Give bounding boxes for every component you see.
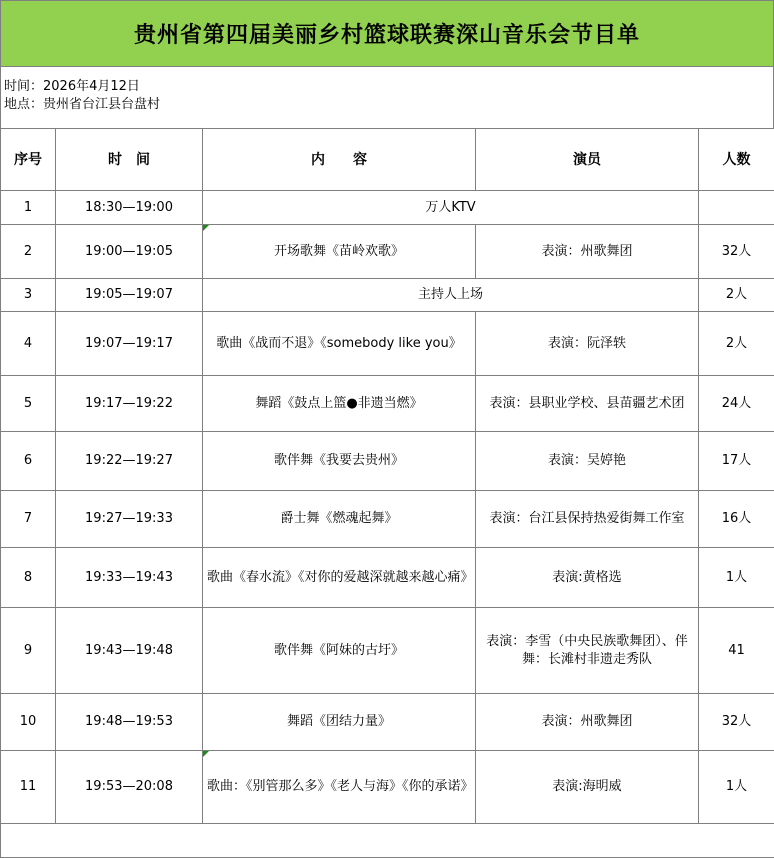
row-performer: 表演：台江县保持热爱街舞工作室 xyxy=(476,491,699,548)
table-row xyxy=(1,751,774,824)
row-content: 舞蹈《鼓点上篮●非遗当燃》 xyxy=(203,376,476,432)
empty-footer-row xyxy=(1,824,774,858)
row-performer: 表演:黄格选 xyxy=(476,548,699,608)
row-time: 19:48—19:53 xyxy=(56,694,203,751)
row-performer: 表演：州歌舞团 xyxy=(476,225,699,279)
table-header-row xyxy=(1,129,774,191)
header-index: 序号 xyxy=(1,129,56,191)
row-performer: 表演:海明威 xyxy=(476,751,699,824)
row-count: 24人 xyxy=(699,376,774,432)
row-count: 41 xyxy=(699,608,774,694)
cell-marker-icon xyxy=(203,751,209,757)
row-content: 歌曲：《别管那么多》《老人与海》《你的承诺》 xyxy=(203,751,476,824)
page-title: 贵州省第四届美丽乡村篮球联赛深山音乐会节目单 xyxy=(0,0,774,67)
row-content: 舞蹈《团结力量》 xyxy=(203,694,476,751)
row-count: 1人 xyxy=(699,548,774,608)
row-index: 11 xyxy=(1,751,56,824)
row-time: 19:07—19:17 xyxy=(56,312,203,376)
row-content: 万人KTV xyxy=(203,191,699,225)
row-count: 16人 xyxy=(699,491,774,548)
row-content: 爵士舞《燃魂起舞》 xyxy=(203,491,476,548)
row-content: 歌伴舞《阿妹的古圩》 xyxy=(203,608,476,694)
row-index: 6 xyxy=(1,432,56,491)
row-index: 8 xyxy=(1,548,56,608)
table-row xyxy=(1,491,774,548)
row-index: 10 xyxy=(1,694,56,751)
program-table xyxy=(0,128,774,858)
table-row xyxy=(1,376,774,432)
row-count: 17人 xyxy=(699,432,774,491)
row-content: 开场歌舞《苗岭欢歌》 xyxy=(203,225,476,279)
row-count: 2人 xyxy=(699,312,774,376)
row-index: 1 xyxy=(1,191,56,225)
table-row xyxy=(1,694,774,751)
table-row xyxy=(1,225,774,279)
row-time: 19:27—19:33 xyxy=(56,491,203,548)
row-count xyxy=(699,191,774,225)
empty-footer-cell xyxy=(1,824,774,858)
row-time: 19:53—20:08 xyxy=(56,751,203,824)
table-row xyxy=(1,279,774,312)
header-count: 人数 xyxy=(699,129,774,191)
table-row xyxy=(1,608,774,694)
header-performer: 演员 xyxy=(476,129,699,191)
table-row xyxy=(1,312,774,376)
event-place: 地点：贵州省台江县台盘村 xyxy=(4,96,773,114)
row-performer: 表演：李雪（中央民族歌舞团）、伴舞：长滩村非遗走秀队 xyxy=(476,608,699,694)
table-row xyxy=(1,548,774,608)
row-performer: 表演：州歌舞团 xyxy=(476,694,699,751)
row-index: 7 xyxy=(1,491,56,548)
row-performer: 表演：阮泽轶 xyxy=(476,312,699,376)
row-count: 32人 xyxy=(699,694,774,751)
row-index: 3 xyxy=(1,279,56,312)
row-performer: 表演：县职业学校、县苗疆艺术团 xyxy=(476,376,699,432)
row-time: 19:00—19:05 xyxy=(56,225,203,279)
header-content: 内 容 xyxy=(203,129,476,191)
row-content: 歌伴舞《我要去贵州》 xyxy=(203,432,476,491)
table-row xyxy=(1,191,774,225)
row-index: 5 xyxy=(1,376,56,432)
row-time: 19:05—19:07 xyxy=(56,279,203,312)
row-index: 2 xyxy=(1,225,56,279)
row-time: 19:43—19:48 xyxy=(56,608,203,694)
row-time: 19:33—19:43 xyxy=(56,548,203,608)
event-time: 时间：2026年4月12日 xyxy=(4,78,773,96)
row-content: 歌曲《春水流》《对你的爱越深就越来越心痛》 xyxy=(203,548,476,608)
row-index: 4 xyxy=(1,312,56,376)
event-meta xyxy=(0,67,774,128)
row-content: 歌曲《战而不退》《somebody like you》 xyxy=(203,312,476,376)
row-count: 1人 xyxy=(699,751,774,824)
row-count: 32人 xyxy=(699,225,774,279)
header-time: 时 间 xyxy=(56,129,203,191)
row-time: 19:17—19:22 xyxy=(56,376,203,432)
table-row xyxy=(1,432,774,491)
row-content: 主持人上场 xyxy=(203,279,699,312)
row-index: 9 xyxy=(1,608,56,694)
row-count: 2人 xyxy=(699,279,774,312)
cell-marker-icon xyxy=(203,225,209,231)
row-time: 18:30—19:00 xyxy=(56,191,203,225)
row-performer: 表演：吴婷艳 xyxy=(476,432,699,491)
row-time: 19:22—19:27 xyxy=(56,432,203,491)
